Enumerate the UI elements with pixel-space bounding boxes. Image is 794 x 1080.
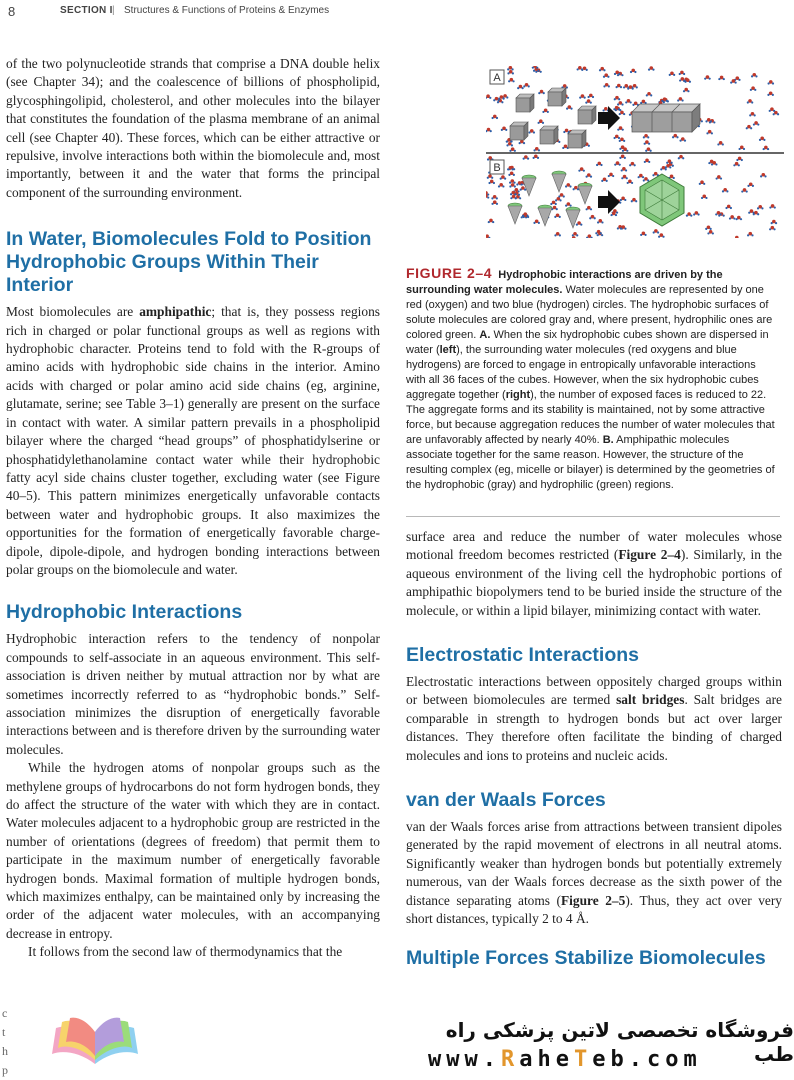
water-molecule <box>491 200 498 204</box>
water-molecule <box>486 234 490 238</box>
water-molecule <box>736 157 743 162</box>
running-header <box>8 4 794 22</box>
water-molecule <box>528 129 535 134</box>
water-molecule <box>614 161 621 166</box>
water-molecule <box>717 141 724 146</box>
panel-a <box>490 70 700 148</box>
water-molecule <box>565 202 572 207</box>
water-molecule <box>486 94 491 98</box>
shop-name: فروشگاه تخصصی لاتین پزشکی راه طب <box>445 1018 794 1066</box>
water-molecule <box>716 175 723 180</box>
figure-2-4-illustration <box>486 66 784 238</box>
water-molecule <box>677 97 684 102</box>
water-molecule <box>631 198 638 203</box>
figure-reference: Figure 2–5 <box>561 892 626 908</box>
water-molecule <box>617 101 624 106</box>
water-molecule <box>621 175 628 180</box>
water-molecule <box>578 167 585 172</box>
paragraph: Hydrophobic interaction refers to the tendency of nonpolar compounds to self-associate in an aqueous environment. This self-association is driven neither by mutual attraction nor by what are sometimes incorrectly referred to as “hydrophobic bonds.” Self-association minimizes the disruption of energetically favorable interactions between and is therefore driven by the surrounding water molecules. <box>6 631 380 757</box>
water-molecule <box>613 135 620 140</box>
header-separator: | <box>112 5 115 16</box>
water-molecule <box>498 183 505 188</box>
water-molecule <box>509 183 516 188</box>
water-molecule <box>608 173 615 178</box>
heading-multiple-forces: Multiple Forces Stabilize Biomolecules <box>406 946 766 969</box>
water-molecule <box>533 219 540 224</box>
water-molecule <box>506 142 513 147</box>
water-molecule <box>507 66 514 70</box>
water-molecule <box>629 162 636 167</box>
page-fade <box>0 980 794 1000</box>
water-molecule <box>487 174 494 179</box>
water-molecule <box>751 73 758 78</box>
water-molecule <box>558 193 565 197</box>
water-molecule <box>509 147 516 152</box>
water-molecule <box>645 147 652 152</box>
water-molecule <box>750 86 757 90</box>
water-molecule <box>718 76 725 81</box>
water-molecule <box>533 154 540 159</box>
water-molecule <box>542 109 549 114</box>
figure-title: Hydrophobic interactions are driven by the surrounding water molecules. <box>406 269 723 296</box>
water-molecule <box>652 172 659 177</box>
water-molecule <box>566 105 573 110</box>
figure-label: FIGURE 2–4 <box>406 265 493 281</box>
water-molecule <box>619 111 626 116</box>
aggregated-cubes <box>632 104 700 132</box>
figure-reference: Figure 2–4 <box>618 547 681 563</box>
water-molecule <box>644 159 651 164</box>
water-molecule <box>603 83 610 87</box>
water-molecule <box>678 155 685 160</box>
watermark-banner <box>0 1000 794 1080</box>
water-molecule <box>619 155 626 160</box>
water-molecule <box>769 107 776 112</box>
water-molecule <box>738 146 745 151</box>
water-molecule <box>563 129 570 133</box>
water-molecule <box>614 96 621 101</box>
water-molecule <box>488 180 495 185</box>
water-molecule <box>596 162 603 167</box>
water-molecule <box>736 216 743 220</box>
water-molecule <box>767 80 774 85</box>
water-molecule <box>555 197 562 201</box>
water-molecule <box>757 205 764 210</box>
water-molecule <box>638 174 645 179</box>
water-molecule <box>570 236 577 238</box>
heading-electrostatic-interactions: Electrostatic Interactions <box>406 644 639 667</box>
micelle <box>640 174 684 226</box>
water-molecule <box>630 69 637 74</box>
water-molecule <box>601 177 608 182</box>
section-label: SECTION I <box>60 5 113 16</box>
water-molecule <box>603 73 610 78</box>
water-molecule <box>683 88 690 93</box>
water-molecule <box>706 130 713 135</box>
water-molecule <box>508 171 515 176</box>
water-molecule <box>679 71 686 76</box>
water-molecule <box>620 197 627 202</box>
figure-caption: FIGURE 2–4 Hydrophobic interactions are driven by the surrounding water molecules. Water molecules are represented by one red (oxygen) and two blue (hydrogen) circles. The hydrophobic surfaces of solute molecules are colored gray and, where present, hydrophilic ones are colored green. A. When the six hydrophobic cubes shown are dispersed in water (left), the surrounding water molecules (red oxygens and blue hydrogens) are forced to engage in entropically unfavorable interactions with all 36 faces of the cubes. However, when the six hydrophobic cubes aggregate together (right), the number of exposed faces is reduced to 22. The aggregate forms and its stability is maintained, not by some attractive force, but because aggregation reduces the number of water molecules that are unfavorably affected by nearly 40%. B. Amphipathic molecules associate together for the same reason. However, the structure of the resulting complex (eg, micelle or bilayer) is determined by the geometries of the hydrophobic (gray) and hydrophilic (green) regions. <box>406 265 775 491</box>
water-molecule <box>597 219 604 224</box>
caption-divider <box>406 516 780 517</box>
water-molecule <box>747 182 754 187</box>
water-molecule <box>701 195 708 199</box>
open-book-logo-icon <box>50 1014 140 1070</box>
water-molecule <box>679 137 686 142</box>
water-molecule <box>705 225 712 230</box>
water-molecule <box>523 155 530 160</box>
water-molecule <box>599 67 606 72</box>
water-molecule <box>704 75 711 80</box>
water-molecule <box>747 99 754 104</box>
heading-biomolecules-fold: In Water, Biomolecules Fold to Position Hydrophobic Groups Within Their Interior <box>6 228 372 297</box>
water-molecule <box>588 94 595 98</box>
water-molecule <box>658 233 665 237</box>
water-molecule <box>722 188 729 193</box>
water-molecule <box>771 220 778 224</box>
water-molecule <box>741 188 748 193</box>
water-molecule <box>725 205 732 209</box>
arrow-right-icon <box>598 190 620 214</box>
water-molecule <box>488 219 495 224</box>
water-molecule <box>763 146 770 151</box>
paragraph: It follows from the second law of thermodynamics that the <box>28 944 343 960</box>
water-molecule <box>669 71 676 76</box>
water-molecule <box>554 232 561 237</box>
water-molecule <box>760 173 767 178</box>
website-url[interactable]: www.RaheTeb.com <box>428 1047 702 1072</box>
water-molecule <box>707 230 714 234</box>
water-molecule <box>699 180 706 185</box>
water-molecule <box>500 175 507 180</box>
water-molecule <box>632 101 639 106</box>
water-molecule <box>507 70 514 75</box>
water-molecule <box>565 183 572 188</box>
water-molecule <box>586 173 593 178</box>
water-molecule <box>617 126 624 131</box>
water-molecule <box>627 180 634 185</box>
paragraph: While the hydrogen atoms of nonpolar groups such as the methylene groups of hydrocarbons do not form hydrogen bonds, they do affect the structure of the water with which they are in contact. Water molecules adjacent to a hydrophobic group are restricted in the number of orientations (degrees of freedom) that permit them to participate in the maximum number of energetically favorable hydrogen bonds. Maximal formation of multiple hydrogen bonds, which maximizes enthalpy, can be maintained only by increasing the order of the adjacent water molecules, with an accompanying decrease in entropy. <box>6 760 380 941</box>
water-molecule <box>533 147 540 152</box>
panel-a-label: A <box>493 72 501 84</box>
water-molecule <box>749 112 756 117</box>
water-molecule <box>576 221 583 225</box>
water-molecule <box>589 215 596 220</box>
cut-off-text: c t h p <box>2 1006 8 1077</box>
water-molecule <box>733 236 740 238</box>
water-molecule <box>769 226 776 231</box>
left-column <box>6 55 380 962</box>
page-number: 8 <box>8 4 16 19</box>
water-molecule <box>554 213 561 218</box>
water-molecule <box>693 211 700 215</box>
water-molecule <box>523 83 530 88</box>
water-molecule <box>519 140 526 145</box>
paragraph: of the two polynucleotide strands that comprise a DNA double helix (see Chapter 34); and the coalescence of billions of phospholipid, glycosphingolipid, cholesterol, and other molecules into the bilayer that constitutes the foundation of the plasma membrane of an animal cell (see Chapter 40). These forces, which can be either attractive or repulsive, involve interactions both within the biomolecule and, most importantly, between it and the water that forms the principal component of the surrounding environment. <box>6 56 380 200</box>
water-molecule <box>625 99 632 104</box>
water-molecule <box>491 115 498 120</box>
water-molecule <box>759 136 766 141</box>
water-molecule <box>538 119 545 124</box>
water-molecule <box>508 78 515 83</box>
water-molecule <box>501 126 508 131</box>
water-molecule <box>769 204 776 209</box>
paragraph: surface area and reduce the number of water molecules whose motional freedom becomes restricted (Figure 2–4). Similarly, in the aqueous environment of the living cell the hydrophobic portions of amphipathic biopolymers tend to be buried inside the structure of the molecule, or within a lipid bilayer, minimizing contact with water. <box>406 529 782 618</box>
water-molecule <box>586 206 593 211</box>
heading-van-der-waals: van der Waals Forces <box>406 789 606 812</box>
term-amphipathic: amphipathic <box>139 304 212 320</box>
panel-b-label: B <box>493 162 501 174</box>
water-molecule <box>733 162 740 167</box>
water-molecule <box>509 179 516 184</box>
water-molecule <box>672 134 679 139</box>
water-molecule <box>510 195 517 200</box>
section-title: Structures & Functions of Proteins & Enzymes <box>124 5 330 16</box>
term-salt-bridges: salt bridges <box>616 692 685 708</box>
water-molecule <box>746 125 753 130</box>
water-molecule <box>640 232 647 236</box>
water-molecule <box>729 215 736 220</box>
water-molecule <box>753 121 760 126</box>
paragraph: Electrostatic interactions between oppositely charged groups within or between biomolecules are termed salt bridges. Salt bridges are comparable in strength to hydrogen bonds but act over larger distances. They therefore often facilitate the binding of charged molecules and ions to proteins and nucleic acids. <box>406 674 782 763</box>
water-molecule <box>767 91 774 96</box>
water-molecule <box>648 66 655 71</box>
water-molecule <box>640 100 647 105</box>
water-molecule <box>517 85 524 90</box>
water-molecule <box>643 134 650 139</box>
water-molecule <box>579 94 586 99</box>
paragraph: van der Waals forces arise from attractions between transient dipoles generated by the rapid movement of electrons in all neutral atoms. Significantly weaker than hydrogen bonds but potentially extremely numerous, van der Waals forces decrease as the sixth power of the distance separating atoms (Figure 2–5). Thus, they act over very short distances, typically 2 to 4 Å. <box>406 819 783 927</box>
water-molecule <box>748 209 755 214</box>
paragraph-amphipathic: Most biomolecules are amphipathic; that is, they possess regions rich in charged or polar functional groups as well as regions with hydrophobic character. Proteins tend to fold with the R-groups of amino acids with hydrophobic side chains in the interior. Amino acids with charged or polar amino acid side chains (eg, arginine, glutamate, serine; see Table 3–1) generally are present on the surface in contact with water. A similar pattern prevails in a phospholipid bilayer where the charged “head groups” of phosphatidylserine or phosphatidylethanolamine contact water while their hydrophobic fatty acyl side chains cluster together, excluding water (see Figure 40–5). This pattern minimizes energetically unfavorable contacts between water and hydrophobic groups. It also maximizes the opportunities for the formation of energetically favorable charge-dipole, dipole-dipole, and hydrogen bonding interactions between polar groups on the biomolecule and water. <box>6 304 380 577</box>
water-molecule <box>486 128 492 133</box>
water-molecule <box>686 212 693 216</box>
heading-hydrophobic-interactions: Hydrophobic Interactions <box>6 601 243 624</box>
water-molecule <box>538 90 545 95</box>
water-molecule <box>616 84 623 88</box>
water-molecule <box>653 229 660 234</box>
right-column <box>406 528 782 970</box>
water-molecule <box>586 234 593 238</box>
water-molecule <box>646 92 653 97</box>
water-molecule <box>747 232 754 237</box>
water-molecule <box>644 140 651 145</box>
water-molecule <box>621 167 628 172</box>
dispersed-amphipathic-molecules <box>508 171 592 228</box>
water-molecule <box>572 232 579 236</box>
water-molecule <box>585 99 592 104</box>
water-molecule <box>491 195 498 200</box>
